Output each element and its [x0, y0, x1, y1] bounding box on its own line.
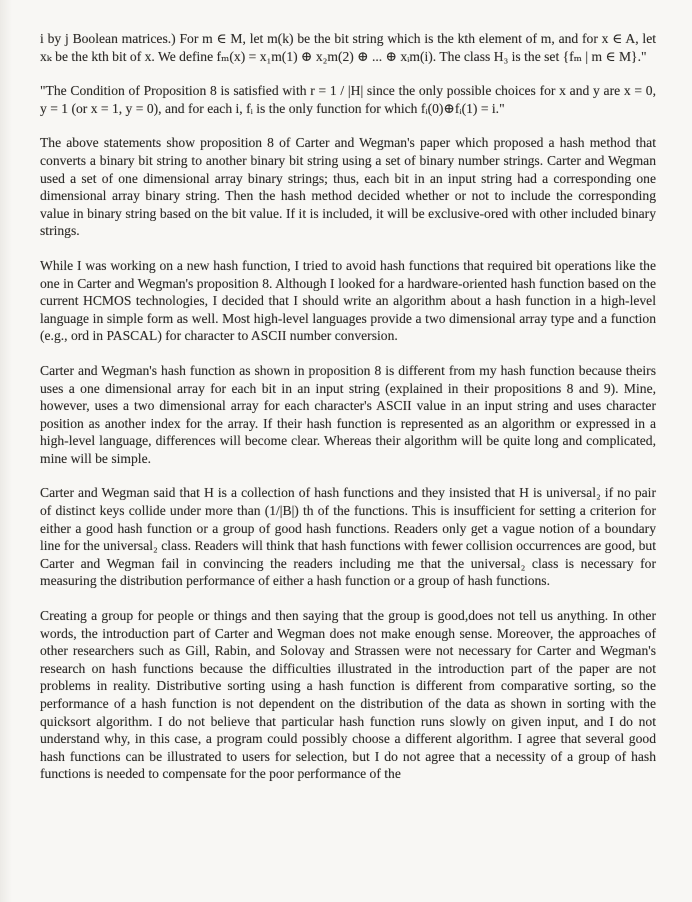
- paragraph-proposition-8-summary: The above statements show proposition 8 of Carter and Wegman's paper which proposed a hash method that converts a binary bit string to another binary bit string using a set of binary number strings. Carter and Wegman used a set of one dimensional array binary strings; thus, each bit in an input string had a corresponding one dimensional array binary string. Then the hash method decided whether or not to include the corresponding value in binary string based on the bit value. If it is included, it will be exclusive-ored with other included binary strings.: [40, 135, 656, 239]
- paragraph-boolean-matrices-definition: i by j Boolean matrices.) For m ∈ M, let m(k) be the bit string which is the kth element of m, and for x ∈ A, let xₖ be the kth bit of x. We define fₘ(x) = x₁m(1) ⊕ x₂m(2) ⊕ ... ⊕ xᵢm(i). The class H₃ is the set {fₘ | m ∈ M}.": [40, 31, 656, 64]
- paragraph-universal2-critique: Carter and Wegman said that H is a collection of hash functions and they insisted that H is universal₂ if no pair of distinct keys collide under more than (1/|B|) th of the functions. This is insufficient for setting a criterion for either a good hash function or a group of good hash functions. Readers only get a vague notion of a boundary line for the universal₂ class. Readers will think that hash functions with fewer collision occurrences are good, but Carter and Wegman fail in convincing the readers including me that the universal₂ class is necessary for measuring the distribution performance of either a hash function or a group of hash functions.: [40, 485, 656, 589]
- paragraph-new-hash-function-approach: While I was working on a new hash function, I tried to avoid hash functions that required bit operations like the one in Carter and Wegman's proposition 8. Although I looked for a hardware-oriented hash function based on the current HCMOS technologies, I decided that I should write an algorithm about a hash function in a high-level language in simple form as well. Most high-level languages provide a two dimensional array type and a function (e.g., ord in PASCAL) for character to ASCII number conversion.: [40, 257, 656, 344]
- paragraph-quote-condition-of-proposition-8: "The Condition of Proposition 8 is satisfied with r = 1 / |H| since the only possible choices for x and y are x = 0, y = 1 (or x = 1, y = 0), and for each i, fᵢ is the only function for which fᵢ(0)⊕fᵢ(1) = i.": [40, 83, 656, 116]
- page-content: [40, 30, 656, 783]
- paragraph-group-of-hash-functions-critique: Creating a group for people or things and then saying that the group is good,does not tell us anything. In other words, the introduction part of Carter and Wegman does not make enough sense. Moreover, the approaches of other researchers such as Gill, Rabin, and Solovay and Strassen were not necessary for Carter and Wegman's research on hash functions because the difficulties illustrated in the introduction part of the paper are not problems in reality. Distributive sorting using a hash function is different from comparative sorting, so the performance of a hash function is not dependent on the distribution of the data as shown in sorting with the quicksort algorithm. I do not believe that particular hash function runs slowly on given input, and I do not understand why, in this case, a program could possibly choose a different algorithm. I agree that several good hash functions can be illustrated to users for selection, but I do not agree that a necessity of a group of hash functions is needed to compensate for the poor performance of the: [40, 608, 656, 782]
- paragraph-hash-function-comparison: Carter and Wegman's hash function as shown in proposition 8 is different from my hash function because theirs uses a one dimensional array for each bit in an input string (explained in their propositions 8 and 9). Mine, however, uses a two dimensional array for each character's ASCII value in an input string and uses character position as another index for the array. If their hash function is represented as an algorithm or expressed in a high-level language, differences will become clear. Whereas their algorithm will be quite long and complicated, mine will be simple.: [40, 362, 656, 466]
